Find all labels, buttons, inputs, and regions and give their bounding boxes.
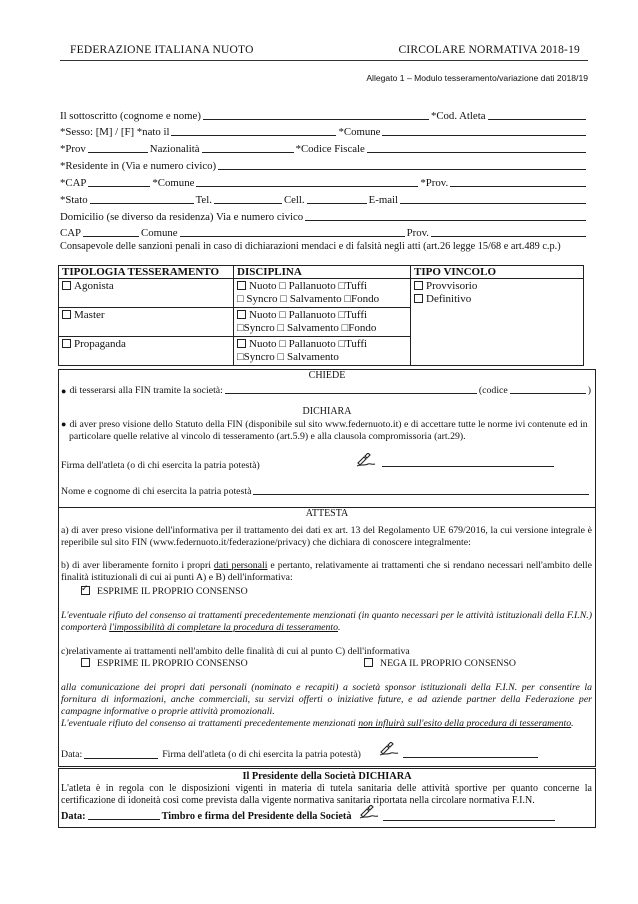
line-prov [60,139,588,155]
label-cap: *CAP [60,177,87,189]
label-email: E-mail [368,194,399,206]
checkbox-nuoto[interactable] [237,339,246,348]
checkbox-esprime-consenso-b[interactable] [81,586,90,595]
nega-consenso [364,658,516,670]
field-email[interactable] [400,193,586,204]
disciplina-line2: □Syncro □ Salvamento [237,351,339,363]
label-domicilio: Domicilio (se diverso da residenza) Via e numero civico [60,211,304,223]
field-data-presidente[interactable] [88,809,160,820]
checkbox-master[interactable] [62,310,71,319]
checkbox-agonista[interactable] [62,281,71,290]
disciplina-line2: □Syncro □ Salvamento □Fondo [237,322,377,334]
table-row [59,279,584,308]
rifiuto-pre: L'eventuale rifiuto del consenso ai trattamenti precedentemente menzionati (in quanto necessari per le attività istituzionali della F.I.N.) comporterà [61,610,592,633]
presidente-text: L'atleta è in regola con le disposizioni vigenti in materia di tutela sanitaria delle attività sportive per quanto concerne la certificazione di idoneità così come prevista dalla vigente normativa sanitaria riportata nella circolare normativa F.I.N. [61,783,592,806]
pen-sign-icon [359,805,379,819]
chiede-line [61,383,591,396]
attesta-b [61,560,592,584]
line-cap [60,173,588,189]
dichiara-text-block [61,418,591,443]
field-nazionalita[interactable] [202,142,294,153]
attesta-a: a) di aver preso visione dell'informativa per il trattamento dei dati ex art. 13 del Regolamento UE 679/2016, la cui versione integrale è reperibile sul sito FIN (www.federnuoto.it/federazione/privacy) che dichiara di conoscere integralmente: [61,525,592,548]
presidente-title: Il Presidente della Società DICHIARA [242,771,412,782]
checkbox-esprime-consenso-c[interactable] [81,658,90,667]
attesta-title: ATTESTA [305,508,349,519]
field-prov3[interactable] [431,226,586,237]
line-residente [60,156,588,172]
eventuale-pre: L'eventuale rifiuto del consenso ai trattamenti precedentemente menzionati [61,718,359,729]
label-sesso: *Sesso: [M] / [F] *nato il [60,126,170,138]
field-data-attesta[interactable] [84,748,158,759]
header-circolare: CIRCOLARE NORMATIVA 2018-19 [398,44,580,56]
field-comune3[interactable] [180,226,405,237]
dichiara-firma-label: Firma dell'atleta (o di chi esercita la patria potestà) [61,460,260,471]
attesta-b-underlined: dati personali [213,560,268,571]
checkbox-nuoto[interactable] [237,310,246,319]
nega-label: NEGA IL PROPRIO CONSENSO [380,658,516,669]
th-vincolo: TIPO VINCOLO [411,266,584,279]
table-header-row [59,266,584,279]
label-provvisorio: Provvisorio [426,280,478,292]
checkbox-provvisorio[interactable] [414,281,423,290]
presidente-timbro-label: Timbro e firma del Presidente della Società [161,811,352,822]
consapevole-text: Consapevole delle sanzioni penali in caso di dichiarazioni mendaci e di falsità negli atti (art.26 legge 15/68 e art.489 c.p.) [60,241,561,252]
field-firma-presidente[interactable] [383,810,555,821]
attesta-rifiuto [61,610,592,634]
field-comune[interactable] [382,125,586,136]
label-comune: *Comune [338,126,381,138]
cell-disciplina [234,279,411,308]
cell-disciplina [234,337,411,366]
field-tel[interactable] [214,193,282,204]
field-firma-atleta[interactable] [382,456,554,467]
disciplina-line1: Nuoto □ Pallanuoto □Tuffi [249,338,368,350]
line-sesso [60,122,588,138]
label-cell: Cell. [283,194,305,206]
attesta-data-line [61,748,361,761]
dichiara-text: di aver preso visione dello Statuto della FIN (disponibile sul sito www.federnuoto.it) e di accettare tutte le norme ivi contenute ed in particolare quelle relative al vincolo di tesseramento (art.5.9) e alla clausola compromissoria (art.29). [69,419,588,442]
label-nazionalita: Nazionalità [149,143,200,155]
cell-tipologia [59,337,234,366]
esprime-consenso-b [81,586,248,598]
presidente-firma-line [61,809,352,822]
allegato-label: Allegato 1 – Modulo tesseramento/variazione dati 2018/19 [366,73,588,83]
header-rule [60,60,588,61]
field-cognome-nome[interactable] [203,109,429,120]
field-cod-atleta[interactable] [488,109,586,120]
pen-sign-icon [356,453,376,467]
attesta-c: c)relativamente ai trattamenti nell'ambito delle finalità di cui al punto C) dell'informativa [61,646,410,657]
pen-sign-icon [379,742,399,756]
eventuale-post: . [571,718,574,729]
attesta-data-label: Data: [61,749,83,760]
field-firma-attesta[interactable] [403,747,538,758]
field-prov[interactable] [88,142,148,153]
label-tel: Tel. [195,194,212,206]
label-master: Master [74,309,105,321]
line-stato [60,190,588,206]
cell-vincolo [411,279,584,366]
bullet-icon: ● [61,419,67,429]
field-codice-societa[interactable] [510,383,586,394]
field-cell[interactable] [307,193,367,204]
attesta-b-pre: b) di aver liberamente fornito i propri [61,560,214,571]
attesta-section [58,507,596,767]
checkbox-definitivo[interactable] [414,294,423,303]
disciplina-line1: Nuoto □ Pallanuoto □Tuffi [249,280,368,292]
tipologia-table [58,265,584,366]
label-prov: *Prov [60,143,86,155]
label-definitivo: Definitivo [426,293,472,305]
chiede-title: CHIEDE [308,370,346,381]
dichiara-title: DICHIARA [302,406,352,417]
label-comune2: *Comune [152,177,195,189]
checkbox-nega-consenso[interactable] [364,658,373,667]
label-stato: *Stato [60,194,88,206]
esprime-label-c: ESPRIME IL PROPRIO CONSENSO [97,658,248,669]
line-domicilio [60,207,588,223]
label-cap2: CAP [60,227,82,239]
presidente-section [58,768,596,828]
line-sottoscritto [60,106,588,122]
label-codice-fiscale: *Codice Fiscale [295,143,365,155]
field-cap[interactable] [88,176,150,187]
label-prov2: *Prov. [420,177,449,189]
label-cod-atleta: *Cod. Atleta [430,110,486,122]
line-cap2 [60,223,588,239]
th-disciplina: DISCIPLINA [234,266,411,279]
attesta-eventuale [61,718,592,730]
chiede-codice-label: (codice [478,385,508,396]
field-codice-fiscale[interactable] [367,142,586,153]
field-residente[interactable] [218,159,586,170]
field-nome-patria-potesta[interactable] [253,484,589,495]
cell-tipologia [59,279,234,308]
disciplina-line2: □ Syncro □ Salvamento □Fondo [237,293,380,305]
rifiuto-underlined: l'impossibilità di completare la procedura di tesseramento [109,622,339,633]
chiede-dichiara-section [58,369,596,508]
bullet-icon: ● [61,386,67,396]
label-agonista: Agonista [74,280,114,292]
dichiara-nome-line [61,484,591,497]
esprime-consenso-c [81,658,248,670]
label-sottoscritto: Il sottoscritto (cognome e nome) [60,110,201,122]
field-stato[interactable] [90,193,194,204]
checkbox-nuoto[interactable] [237,281,246,290]
chiede-close: ) [587,385,591,396]
attesta-b-post: e pertanto, relativamente ai trattamenti che si rendano necessari nell'ambito delle finalità istituzionali di cui ai punti A) e B) dell'informativa: [61,560,592,583]
label-propaganda: Propaganda [74,338,126,350]
field-prov2[interactable] [450,176,586,187]
header-federation: FEDERAZIONE ITALIANA NUOTO [70,44,254,56]
rifiuto-post: . [338,622,341,633]
field-comune2[interactable] [196,176,418,187]
dichiara-nome-label: Nome e cognome di chi esercita la patria potestà [61,486,252,497]
esprime-label-b: ESPRIME IL PROPRIO CONSENSO [97,586,248,597]
eventuale-underlined: non influirà sull'esito della procedura di tesseramento [358,718,572,729]
label-prov3: Prov. [406,227,430,239]
field-nato-il[interactable] [171,125,336,136]
th-tipologia: TIPOLOGIA TESSERAMENTO [59,266,234,279]
attesta-comunicazione: alla comunicazione dei propri dati personali (nominato e recapiti) a società sponsor istituzionali della F.I.N. per consentire la fornitura di informazioni, anche commerciali, su servizi offerti o iniziative future, e ad aziende partner della Federazione per campagne informative o proprie attività promozionali. [61,682,592,717]
cell-disciplina [234,308,411,337]
field-domicilio[interactable] [305,210,586,221]
checkbox-propaganda[interactable] [62,339,71,348]
label-residente: *Residente in (Via e numero civico) [60,160,217,172]
attesta-firma-label: Firma dell'atleta (o di chi esercita la patria potestà) [162,749,361,760]
presidente-data-label: Data: [61,811,86,822]
cell-tipologia [59,308,234,337]
disciplina-line1: Nuoto □ Pallanuoto □Tuffi [249,309,368,321]
field-cap2[interactable] [83,226,139,237]
label-comune3: Comune [141,227,178,239]
chiede-text: di tesserarsi alla FIN tramite la società: [69,385,223,396]
field-societa[interactable] [225,383,477,394]
